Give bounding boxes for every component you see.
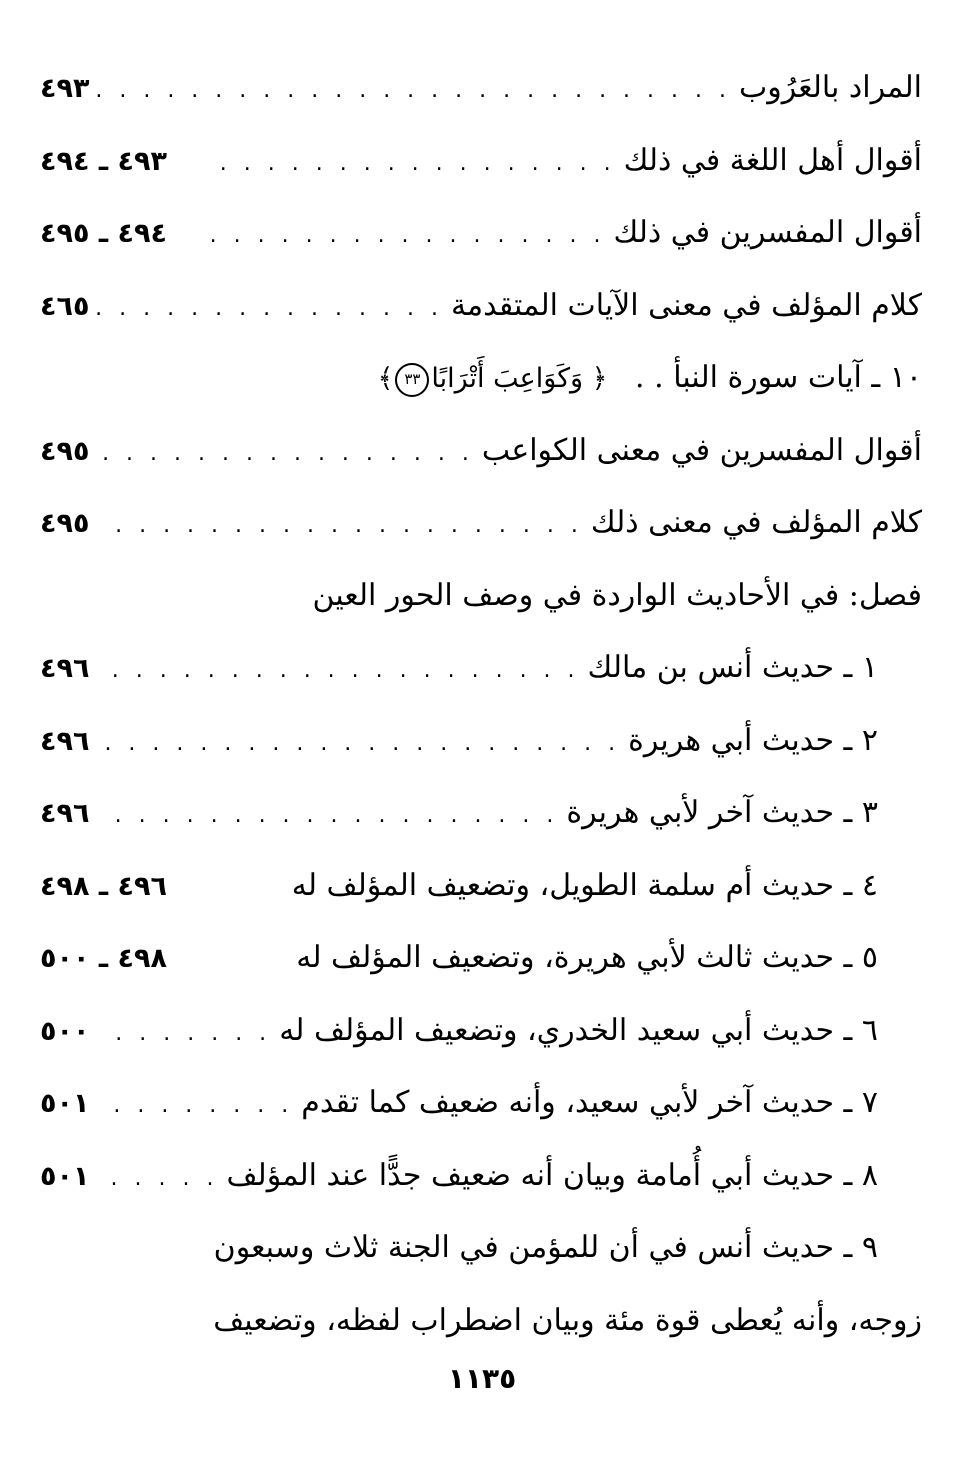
entry-page: ٥٠١ [40, 1160, 90, 1192]
page-number: ١١٣٥ [447, 1362, 517, 1395]
quran-close-bracket: ﴾ [377, 363, 394, 394]
toc-entry [40, 270, 922, 343]
toc-entry-quran [40, 342, 922, 415]
entry-page: ٤٩٦ [40, 798, 90, 829]
dot-leader [201, 128, 616, 201]
section-title: فصل: في الأحاديث الواردة في وصف الحور العين [312, 577, 922, 613]
entry-title: أقوال أهل اللغة في ذلك [623, 142, 922, 178]
entry-title: ٥ ـ حديث ثالث لأبي هريرة، وتضعيف المؤلف له [296, 940, 878, 975]
toc-entry [40, 777, 922, 850]
dot-leader [97, 780, 558, 853]
toc-entry [40, 197, 922, 270]
toc-entry [40, 705, 922, 778]
dot-leader [97, 55, 731, 128]
toc-entry-continuation [40, 1285, 922, 1358]
entry-title-text: ١٠ ـ آيات سورة النبأ . . [635, 360, 922, 395]
dot-leader [97, 273, 443, 346]
entry-title: ٢ ـ حديث أبي هريرة [628, 722, 878, 758]
dot-leader [97, 1070, 293, 1143]
entry-title [40, 342, 922, 416]
dot-leader [201, 200, 606, 273]
toc-entry [40, 850, 922, 923]
entry-title: ٦ ـ حديث أبي سعيد الخدري، وتضعيف المؤلف له [279, 1012, 878, 1048]
entry-title: ٧ ـ حديث آخر لأبي سعيد، وأنه ضعيف كما تقدم [301, 1085, 878, 1120]
entry-title: زوجه، وأنه يُعطى قوة مئة وبيان اضطراب لفظه، وتضعيف [213, 1302, 922, 1338]
toc-entry [40, 995, 922, 1068]
dot-leader [97, 708, 620, 781]
entry-page: ٤٩٣ ـ ٤٩٤ [40, 145, 167, 177]
entry-page: ٤٩٦ ـ ٤٩٨ [40, 870, 167, 902]
toc-entry [40, 632, 922, 705]
entry-page: ٤٩٦ [40, 653, 90, 684]
toc-entry [40, 1140, 922, 1213]
entry-title: ٣ ـ حديث آخر لأبي هريرة [566, 795, 878, 830]
entry-title: أقوال المفسرين في ذلك [613, 215, 922, 250]
entry-title: كلام المؤلف في معنى ذلك [590, 505, 922, 540]
dot-leader [97, 1143, 218, 1216]
entry-page: ٤٩٥ [40, 508, 90, 539]
entry-title: ٤ ـ حديث أم سلمة الطويل، وتضعيف المؤلف له [291, 867, 878, 903]
entry-page: ٤٦٥ [40, 290, 90, 322]
toc-entry [40, 922, 922, 995]
entry-page: ٤٩٤ ـ ٤٩٥ [40, 218, 167, 249]
section-heading [40, 560, 922, 633]
dot-leader [97, 418, 473, 491]
dot-leader [97, 635, 579, 708]
entry-title: كلام المؤلف في معنى الآيات المتقدمة [450, 287, 922, 323]
toc-entry [40, 487, 922, 560]
dot-leader [97, 490, 582, 563]
entry-page: ٤٩٦ [40, 725, 90, 757]
table-of-contents [40, 52, 922, 1392]
entry-page: ٤٩٨ ـ ٥٠٠ [40, 943, 167, 974]
quran-verse [378, 363, 608, 394]
toc-entry [40, 1067, 922, 1140]
entry-title: ٩ ـ حديث أنس في أن للمؤمن في الجنة ثلاث وسبعون [213, 1230, 878, 1265]
entry-title: ١ ـ حديث أنس بن مالك [587, 650, 878, 685]
entry-page: ٥٠١ [40, 1088, 90, 1119]
dot-leader [97, 998, 271, 1071]
entry-page: ٤٩٥ [40, 435, 90, 467]
entry-page: ٤٩٣ [40, 73, 90, 104]
toc-entry [40, 1212, 922, 1285]
entry-title: المراد بالعَرُوب [739, 70, 922, 105]
toc-entry [40, 52, 922, 125]
entry-page: ٥٠٠ [40, 1015, 90, 1047]
toc-entry [40, 415, 922, 488]
ayah-number-icon: ٣٣ [395, 363, 429, 397]
entry-title: أقوال المفسرين في معنى الكواعب [481, 432, 922, 468]
toc-entry [40, 125, 922, 198]
quran-text: ﴿ وَكَوَاعِبَ أَتْرَابًا [431, 363, 608, 394]
entry-title: ٨ ـ حديث أبي أُمامة وبيان أنه ضعيف جدًّا عند المؤلف [226, 1157, 878, 1193]
